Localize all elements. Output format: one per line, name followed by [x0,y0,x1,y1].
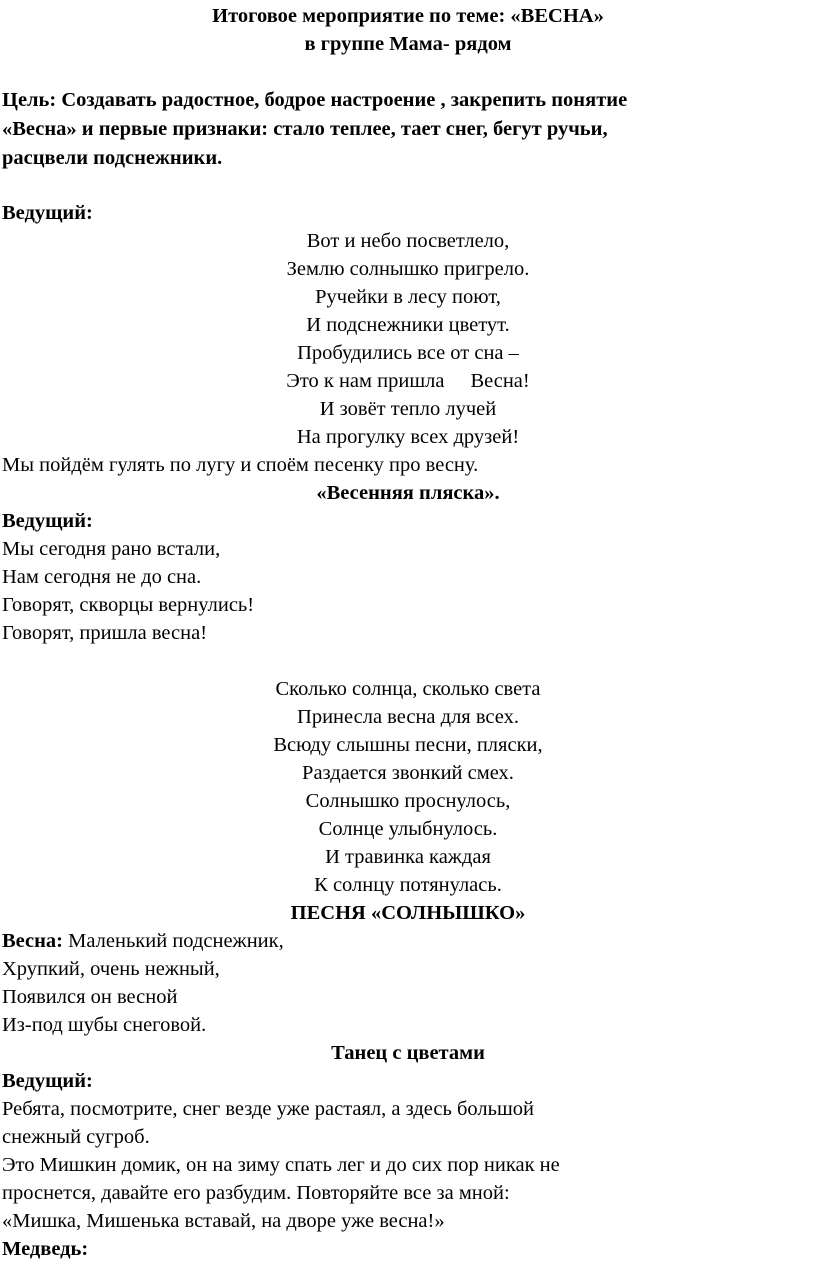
final-line: проснется, давайте его разбудим. Повторяйте все за мной: [2,1182,510,1204]
poem1-line: Землю солнышко пригрело. [286,258,530,280]
poem1-line: Вот и небо посветлело, [306,230,510,252]
goal-line-2: «Весна» и первые признаки: стало теплее, тает снег, бегут ручьи, [2,118,608,140]
poem3-line: Солнце улыбнулось. [318,818,498,840]
poem1-line-6-part-a: Это к нам пришла [286,370,445,392]
spring-label: Весна: [2,930,64,952]
poem2-line: Говорят, пришла весна! [2,622,208,644]
goal-line-1: Цель: Создавать радостное, бодрое настроение , закрепить понятие [2,89,628,111]
poem1-line: И подснежники цветут. [306,314,510,336]
goal-line-3: расцвели подснежники. [2,147,223,169]
final-line: Ребята, посмотрите, снег везде уже растаял, а здесь большой [2,1098,534,1120]
host-label-3: Ведущий: [2,1070,93,1092]
poem2-line: Нам сегодня не до сна. [2,566,202,588]
host-label-2: Ведущий: [2,510,93,532]
host-label: Ведущий: [2,202,93,224]
title-line-1: Итоговое мероприятие по теме: «ВЕСНА» [212,5,604,27]
final-line: «Мишка, Мишенька вставай, на дворе уже весна!» [2,1210,445,1232]
poem1-line: И зовёт тепло лучей [319,398,497,420]
spring-line-1-text: Маленький подснежник, [63,930,284,952]
song-title: ПЕСНЯ «СОЛНЫШКО» [290,902,526,924]
poem1-line: На прогулку всех друзей! [296,426,520,448]
final-line: Это Мишкин домик, он на зиму спать лег и до сих пор никак не [2,1154,560,1176]
poem1-line: Ручейки в лесу поют, [315,286,501,308]
title-line-2: в группе Мама- рядом [304,33,512,55]
spring-line: Из-под шубы снеговой. [2,1014,207,1036]
poem1-line-6 [0,367,816,395]
poem3-line: Сколько солнца, сколько света [275,678,541,700]
poem1-line-6-part-b: Весна! [470,370,530,392]
dance1-title: «Весенняя пляска». [316,482,500,504]
spring-line-1 [2,927,816,955]
poem3-line: Всюду слышны песни, пляски, [273,734,543,756]
poem3-line: И травинка каждая [325,846,491,868]
walk-line: Мы пойдём гулять по лугу и споём песенку про весну. [2,454,479,476]
poem2-line: Мы сегодня рано встали, [2,538,221,560]
poem3-line: К солнцу потянулась. [314,874,502,896]
poem2-line: Говорят, скворцы вернулись! [2,594,255,616]
final-line: снежный сугроб. [2,1126,150,1148]
bear-label: Медведь: [2,1238,89,1260]
spring-line: Хрупкий, очень нежный, [2,958,220,980]
poem1-line: Пробудились все от сна – [297,342,519,364]
poem3-line: Раздается звонкий смех. [302,762,514,784]
poem3-line: Принесла весна для всех. [297,706,519,728]
spring-line: Появился он весной [2,986,178,1008]
dance2-title: Танец с цветами [331,1042,485,1064]
poem3-line: Солнышко проснулось, [305,790,511,812]
